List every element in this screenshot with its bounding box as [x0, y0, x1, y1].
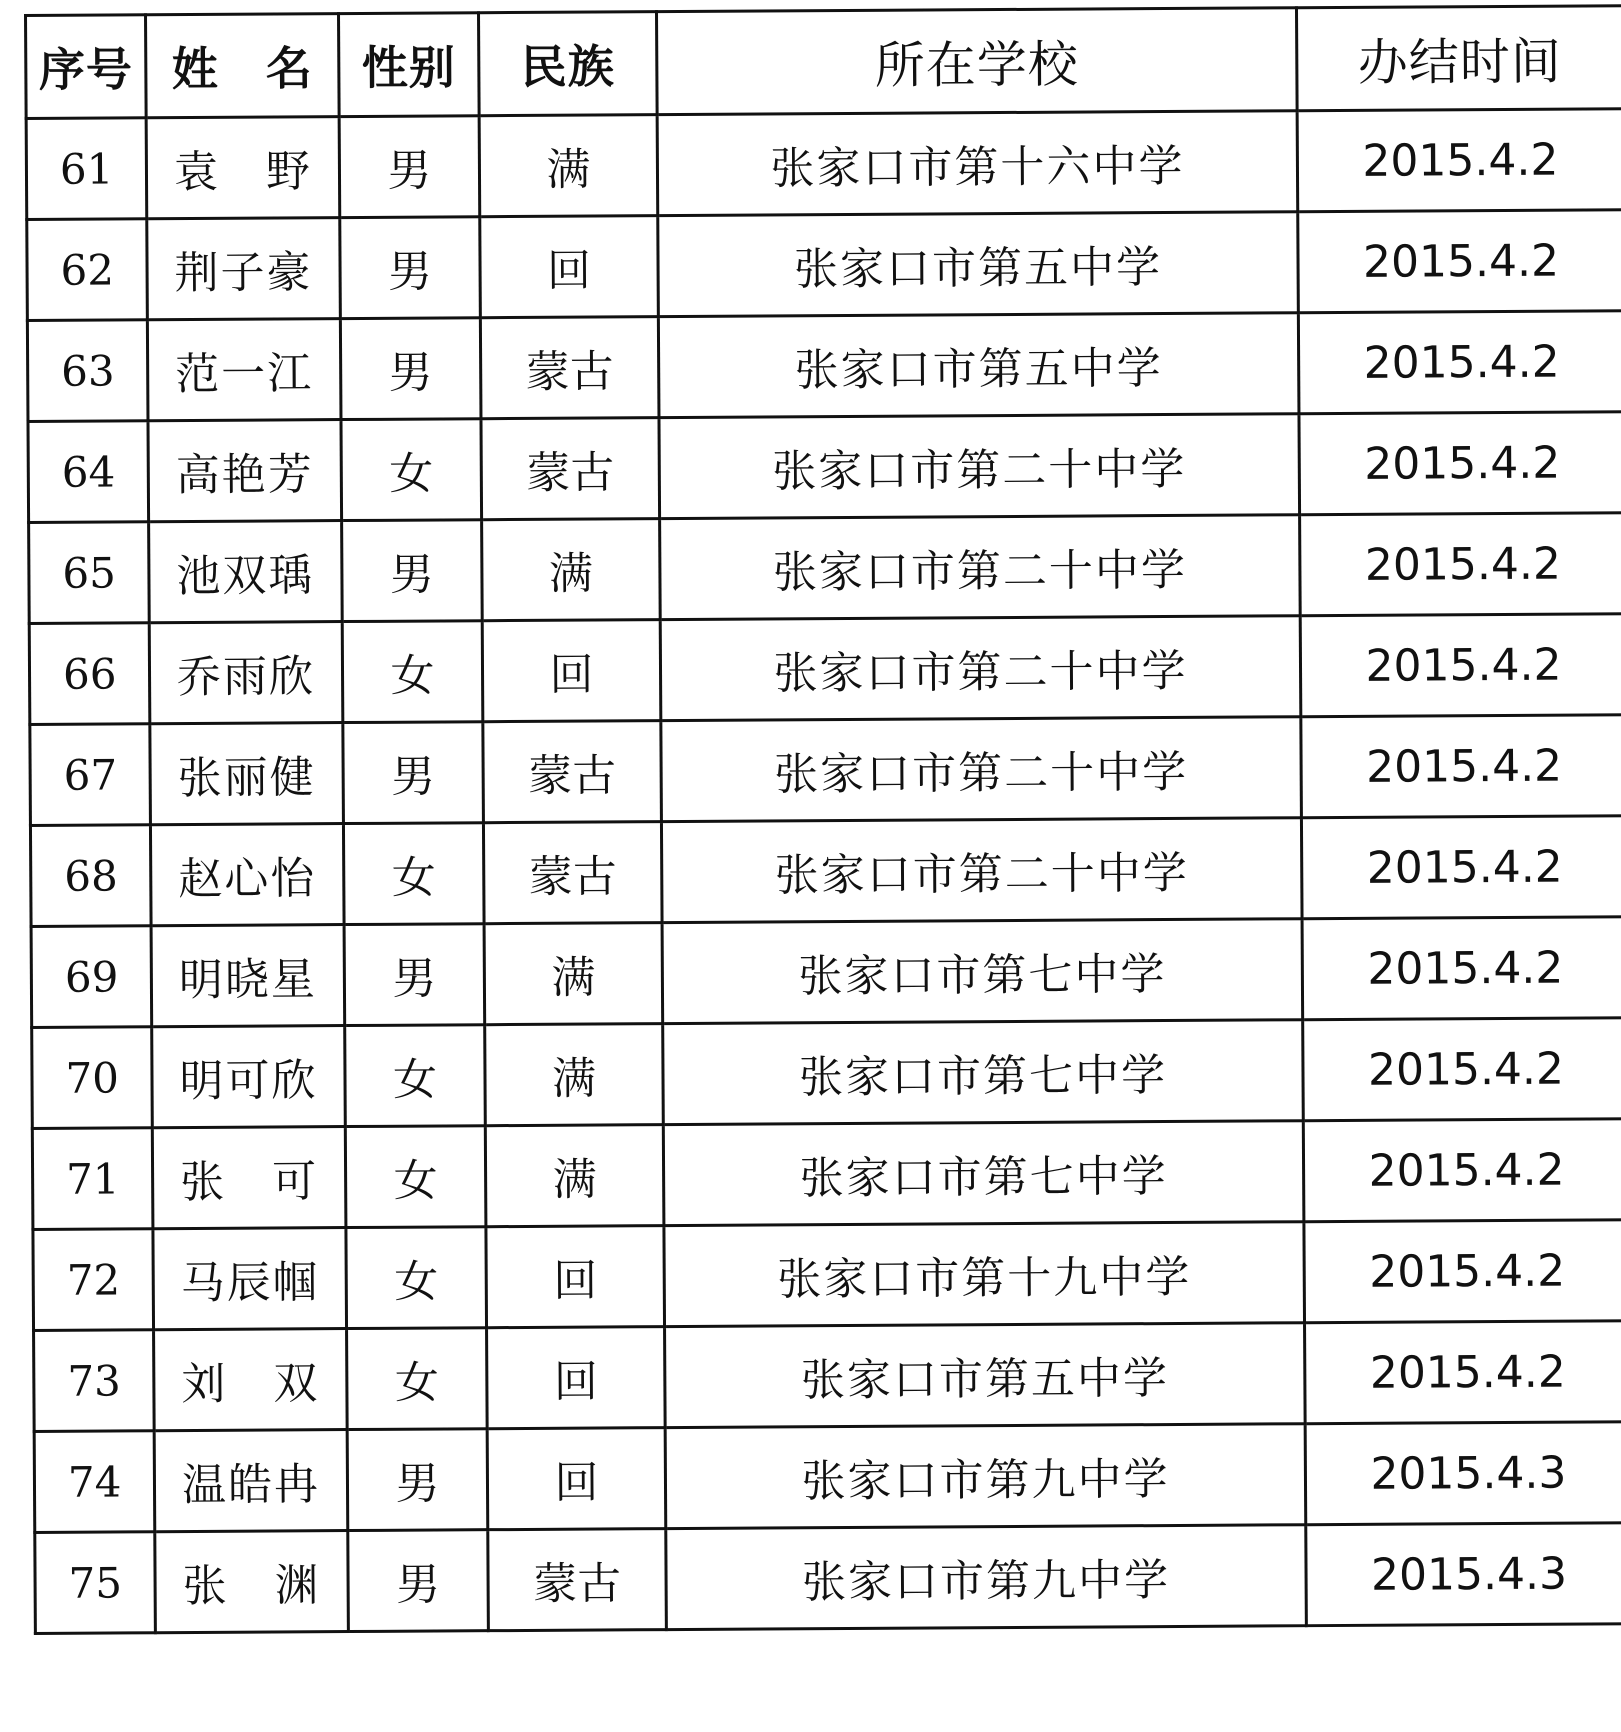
cell-index: 70 [32, 1027, 153, 1129]
cell-school: 张家口市第九中学 [666, 1525, 1307, 1630]
cell-gender: 男 [344, 924, 485, 1026]
cell-ethnicity: 满 [484, 923, 663, 1025]
header-row [26, 6, 1621, 119]
table-row [32, 1119, 1621, 1230]
cell-school: 张家口市第二十中学 [661, 818, 1302, 923]
cell-date: 2015.4.3 [1305, 1422, 1621, 1525]
cell-index: 74 [34, 1431, 155, 1533]
cell-date: 2015.4.2 [1303, 1018, 1621, 1121]
table-row [28, 412, 1621, 523]
cell-ethnicity: 满 [479, 115, 658, 217]
cell-name: 池双瑀 [149, 521, 343, 623]
cell-name: 张 可 [152, 1127, 346, 1229]
cell-date: 2015.4.2 [1304, 1220, 1621, 1323]
header-name: 姓 名 [146, 14, 340, 118]
cell-gender: 男 [339, 116, 480, 218]
cell-ethnicity: 回 [487, 1428, 666, 1530]
cell-ethnicity: 回 [487, 1327, 666, 1429]
cell-ethnicity: 蒙古 [480, 317, 659, 419]
cell-index: 72 [33, 1229, 154, 1331]
cell-date: 2015.4.3 [1306, 1523, 1621, 1626]
cell-index: 67 [30, 724, 151, 826]
cell-name: 张丽健 [150, 723, 344, 825]
table-row [29, 614, 1621, 725]
table-row [34, 1321, 1621, 1432]
cell-gender: 男 [342, 520, 483, 622]
cell-ethnicity: 回 [480, 216, 659, 318]
cell-name: 张 渊 [155, 1531, 349, 1633]
cell-ethnicity: 满 [485, 1024, 664, 1126]
table-row [29, 513, 1621, 624]
cell-index: 68 [30, 825, 151, 927]
table-row [35, 1523, 1621, 1634]
header-gender: 性别 [339, 13, 480, 117]
table-row [27, 311, 1621, 422]
cell-ethnicity: 蒙古 [483, 721, 662, 823]
cell-name: 温皓冉 [154, 1430, 348, 1532]
cell-school: 张家口市第十九中学 [664, 1222, 1305, 1327]
cell-school: 张家口市第五中学 [658, 212, 1299, 317]
cell-gender: 女 [345, 1025, 486, 1127]
cell-name: 荆子豪 [147, 218, 341, 320]
cell-index: 63 [27, 320, 148, 422]
cell-date: 2015.4.2 [1301, 816, 1621, 919]
cell-date: 2015.4.2 [1299, 412, 1621, 515]
cell-ethnicity: 满 [485, 1125, 664, 1227]
student-roster-table [24, 4, 1621, 1635]
cell-name: 赵心怡 [150, 824, 344, 926]
cell-date: 2015.4.2 [1301, 715, 1621, 818]
cell-name: 高艳芳 [148, 420, 342, 522]
cell-date: 2015.4.2 [1300, 513, 1621, 616]
cell-index: 75 [35, 1532, 156, 1634]
cell-gender: 女 [343, 823, 484, 925]
cell-gender: 男 [343, 722, 484, 824]
table-body [26, 109, 1621, 1634]
cell-index: 69 [31, 926, 152, 1028]
header-index: 序号 [26, 15, 147, 119]
cell-ethnicity: 回 [486, 1226, 665, 1328]
cell-ethnicity: 满 [482, 519, 661, 621]
cell-index: 73 [34, 1330, 155, 1432]
cell-school: 张家口市第五中学 [658, 313, 1299, 418]
cell-date: 2015.4.2 [1298, 210, 1621, 313]
scanned-document [24, 4, 1621, 1704]
cell-date: 2015.4.2 [1303, 1119, 1621, 1222]
table-row [34, 1422, 1621, 1533]
table-row [33, 1220, 1621, 1331]
table-row [31, 917, 1621, 1028]
header-school: 所在学校 [656, 8, 1297, 115]
cell-gender: 女 [347, 1328, 488, 1430]
cell-name: 马辰帼 [153, 1228, 347, 1330]
cell-date: 2015.4.2 [1302, 917, 1621, 1020]
header-date: 办结时间 [1296, 6, 1621, 111]
cell-gender: 女 [346, 1227, 487, 1329]
cell-name: 明可欣 [152, 1026, 346, 1128]
cell-school: 张家口市第二十中学 [659, 414, 1300, 519]
cell-index: 62 [27, 219, 148, 321]
table-header [26, 6, 1621, 119]
cell-name: 刘 双 [154, 1329, 348, 1431]
table-row [27, 210, 1621, 321]
cell-name: 袁 野 [146, 117, 340, 219]
cell-index: 64 [28, 421, 149, 523]
cell-index: 71 [32, 1128, 153, 1230]
table-row [30, 715, 1621, 826]
cell-name: 乔雨欣 [149, 622, 343, 724]
cell-name: 明晓星 [151, 925, 345, 1027]
cell-name: 范一江 [147, 319, 341, 421]
table-row [30, 816, 1621, 927]
cell-school: 张家口市第七中学 [663, 1020, 1304, 1125]
cell-date: 2015.4.2 [1298, 311, 1621, 414]
cell-ethnicity: 蒙古 [481, 418, 660, 520]
header-ethnicity: 民族 [479, 12, 658, 116]
cell-school: 张家口市第十六中学 [657, 111, 1298, 216]
cell-index: 66 [29, 623, 150, 725]
cell-school: 张家口市第七中学 [663, 1121, 1304, 1226]
cell-date: 2015.4.2 [1300, 614, 1621, 717]
cell-school: 张家口市第二十中学 [660, 515, 1301, 620]
cell-gender: 男 [340, 217, 481, 319]
cell-index: 65 [29, 522, 150, 624]
cell-date: 2015.4.2 [1305, 1321, 1621, 1424]
cell-school: 张家口市第七中学 [662, 919, 1303, 1024]
cell-school: 张家口市第二十中学 [660, 616, 1301, 721]
cell-gender: 男 [347, 1429, 488, 1531]
cell-school: 张家口市第九中学 [665, 1424, 1306, 1529]
cell-gender: 女 [342, 621, 483, 723]
cell-school: 张家口市第二十中学 [661, 717, 1302, 822]
table-row [26, 109, 1621, 220]
cell-index: 61 [26, 118, 147, 220]
cell-ethnicity: 蒙古 [483, 822, 662, 924]
cell-date: 2015.4.2 [1297, 109, 1621, 212]
cell-gender: 女 [341, 419, 482, 521]
cell-school: 张家口市第五中学 [665, 1323, 1306, 1428]
cell-gender: 男 [348, 1530, 489, 1632]
table-row [32, 1018, 1621, 1129]
cell-ethnicity: 回 [482, 620, 661, 722]
cell-ethnicity: 蒙古 [488, 1529, 667, 1631]
cell-gender: 男 [340, 318, 481, 420]
cell-gender: 女 [345, 1126, 486, 1228]
